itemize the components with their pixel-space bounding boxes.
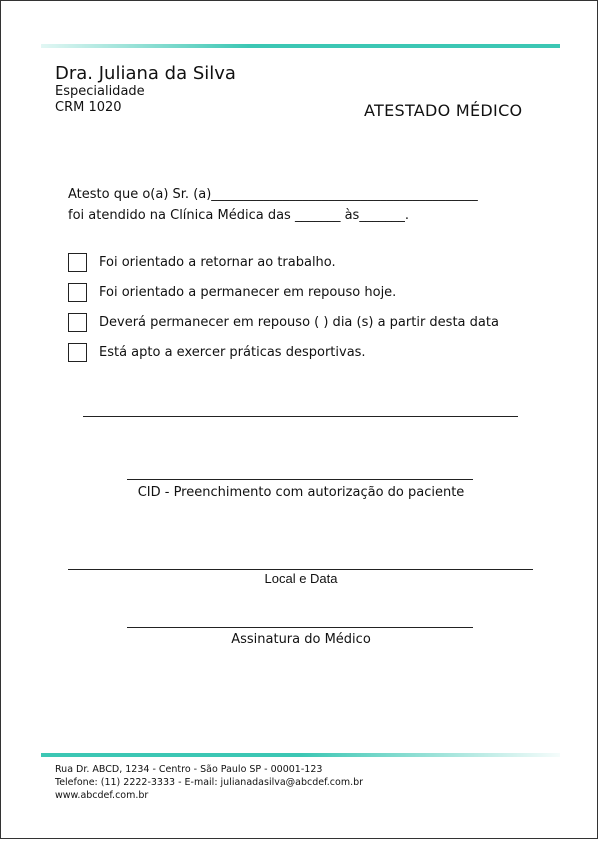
option-checkbox-rest-days[interactable] bbox=[68, 313, 87, 332]
notes-line bbox=[83, 416, 518, 417]
cid-caption: CID - Preenchimento com autorização do paciente bbox=[137, 485, 465, 500]
doctor-crm: CRM 1020 bbox=[55, 100, 122, 115]
option-row-sports bbox=[68, 342, 366, 363]
document-title: ATESTADO MÉDICO bbox=[364, 101, 523, 120]
option-label-rest-today: Foi orientado a permanecer em repouso hoje. bbox=[99, 285, 397, 300]
option-checkbox-return-work[interactable] bbox=[68, 253, 87, 272]
option-checkbox-sports[interactable] bbox=[68, 343, 87, 362]
header-accent-bar bbox=[41, 44, 560, 48]
footer-address: Rua Dr. ABCD, 1234 - Centro - São Paulo SP - 00001-123 bbox=[55, 764, 323, 775]
footer-accent-bar bbox=[41, 753, 560, 757]
footer-website: www.abcdef.com.br bbox=[55, 790, 149, 801]
doctor-signature-line bbox=[127, 627, 473, 628]
local-date-caption: Local e Data bbox=[264, 571, 338, 586]
attest-patient-line: Atesto que o(a) Sr. (a)_________________________________________ bbox=[68, 187, 478, 202]
doctor-specialty: Especialidade bbox=[55, 84, 145, 99]
option-row-return-work bbox=[68, 252, 336, 273]
local-date-line bbox=[68, 569, 533, 570]
attest-time-line: foi atendido na Clínica Médica das _______ às_______. bbox=[68, 208, 409, 223]
footer-contact: Telefone: (11) 2222-3333 - E-mail: julianadasilva@abcdef.com.br bbox=[55, 777, 364, 788]
option-row-rest-days bbox=[68, 312, 499, 333]
option-label-sports: Está apto a exercer práticas desportivas. bbox=[99, 345, 366, 360]
option-label-return-work: Foi orientado a retornar ao trabalho. bbox=[99, 255, 336, 270]
doctor-signature-caption: Assinatura do Médico bbox=[231, 632, 371, 647]
cid-signature-line bbox=[127, 479, 473, 480]
option-checkbox-rest-today[interactable] bbox=[68, 283, 87, 302]
option-label-rest-days: Deverá permanecer em repouso ( ) dia (s) a partir desta data bbox=[99, 315, 499, 330]
doctor-name: Dra. Juliana da Silva bbox=[55, 63, 236, 84]
option-row-rest-today bbox=[68, 282, 396, 303]
